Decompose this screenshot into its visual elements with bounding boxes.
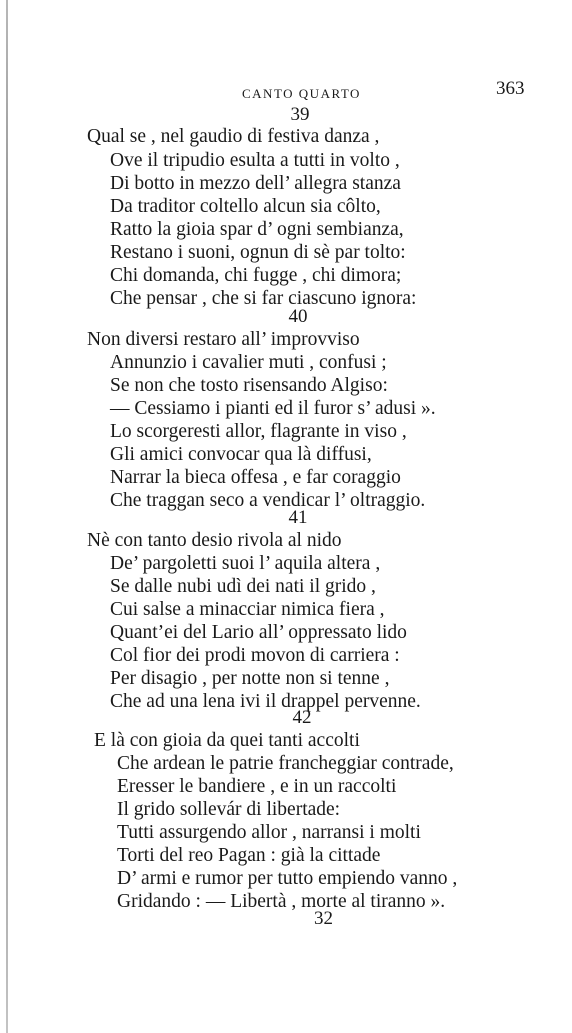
verse-line: — Cessiamo i pianti ed il furor s’ adusi ». <box>110 398 436 419</box>
verse-line: Tutti assurgendo allor , narransi i molti <box>117 822 421 843</box>
verse-line: Restano i suoni, ognun di sè par tolto: <box>110 242 406 263</box>
verse-line: Ove il tripudio esulta a tutti in volto , <box>110 150 400 171</box>
page-number: 363 <box>496 78 525 99</box>
verse-line: Se dalle nubi udì dei nati il grido , <box>110 576 376 597</box>
verse-line: Lo scorgeresti allor, flagrante in viso , <box>110 421 407 442</box>
verse-line: Qual se , nel gaudio di festiva danza , <box>87 126 380 147</box>
verse-line: De’ pargoletti suoi l’ aquila altera , <box>110 553 381 574</box>
verse-line: Narrar la bieca offesa , e far coraggio <box>110 467 401 488</box>
verse-line: Se non che tosto risensando Algiso: <box>110 375 388 396</box>
verse-line: D’ armi e rumor per tutto empiendo vanno , <box>117 868 458 889</box>
verse-line: Che traggan seco a vendicar l’ oltraggio. <box>110 490 426 511</box>
verse-line: Ratto la gioia spar d’ ogni sembianza, <box>110 219 404 240</box>
verse-line: Di botto in mezzo dell’ allegra stanza <box>110 173 401 194</box>
verse-line: Eresser le bandiere , e in un raccolti <box>117 776 397 797</box>
verse-line: Nè con tanto desio rivola al nido <box>87 530 342 551</box>
verse-line: Gli amici convocar qua là diffusi, <box>110 444 372 465</box>
stanza-number: 40 <box>288 306 308 327</box>
running-head: CANTO QUARTO <box>242 86 361 101</box>
verse-line: Da traditor coltello alcun sia côlto, <box>110 196 381 217</box>
verse-line: Chi domanda, chi fugge , chi dimora; <box>110 265 402 286</box>
verse-line: Il grido sollevár di libertade: <box>117 799 341 820</box>
page-gutter-edge <box>6 0 8 1033</box>
verse-line: Gridando : — Libertà , morte al tiranno ». <box>117 891 446 912</box>
verse-line: Che ardean le patrie francheggiar contrade, <box>117 753 454 774</box>
verse-line: Non diversi restaro all’ improvviso <box>87 329 360 350</box>
verse-line: Che pensar , che si far ciascuno ignora: <box>110 288 417 309</box>
verse-line: Quant’ei del Lario all’ oppressato lido <box>110 622 407 643</box>
verse-line: Col fior dei prodi movon di carriera : <box>110 645 400 666</box>
verse-line: Cui salse a minacciar nimica fiera , <box>110 599 385 620</box>
stanza-number: 39 <box>290 104 310 125</box>
verse-line: Torti del reo Pagan : già la cittade <box>117 845 381 866</box>
stanza-number: 42 <box>292 707 312 728</box>
verse-line: Annunzio i cavalier muti , confusi ; <box>110 352 387 373</box>
verse-line: Che ad una lena ivi il drappel pervenne. <box>110 691 421 712</box>
signature-mark: 32 <box>314 908 333 929</box>
verse-line: Per disagio , per notte non si tenne , <box>110 668 390 689</box>
stanza-number: 41 <box>288 507 308 528</box>
verse-line: E là con gioia da quei tanti accolti <box>94 730 360 751</box>
